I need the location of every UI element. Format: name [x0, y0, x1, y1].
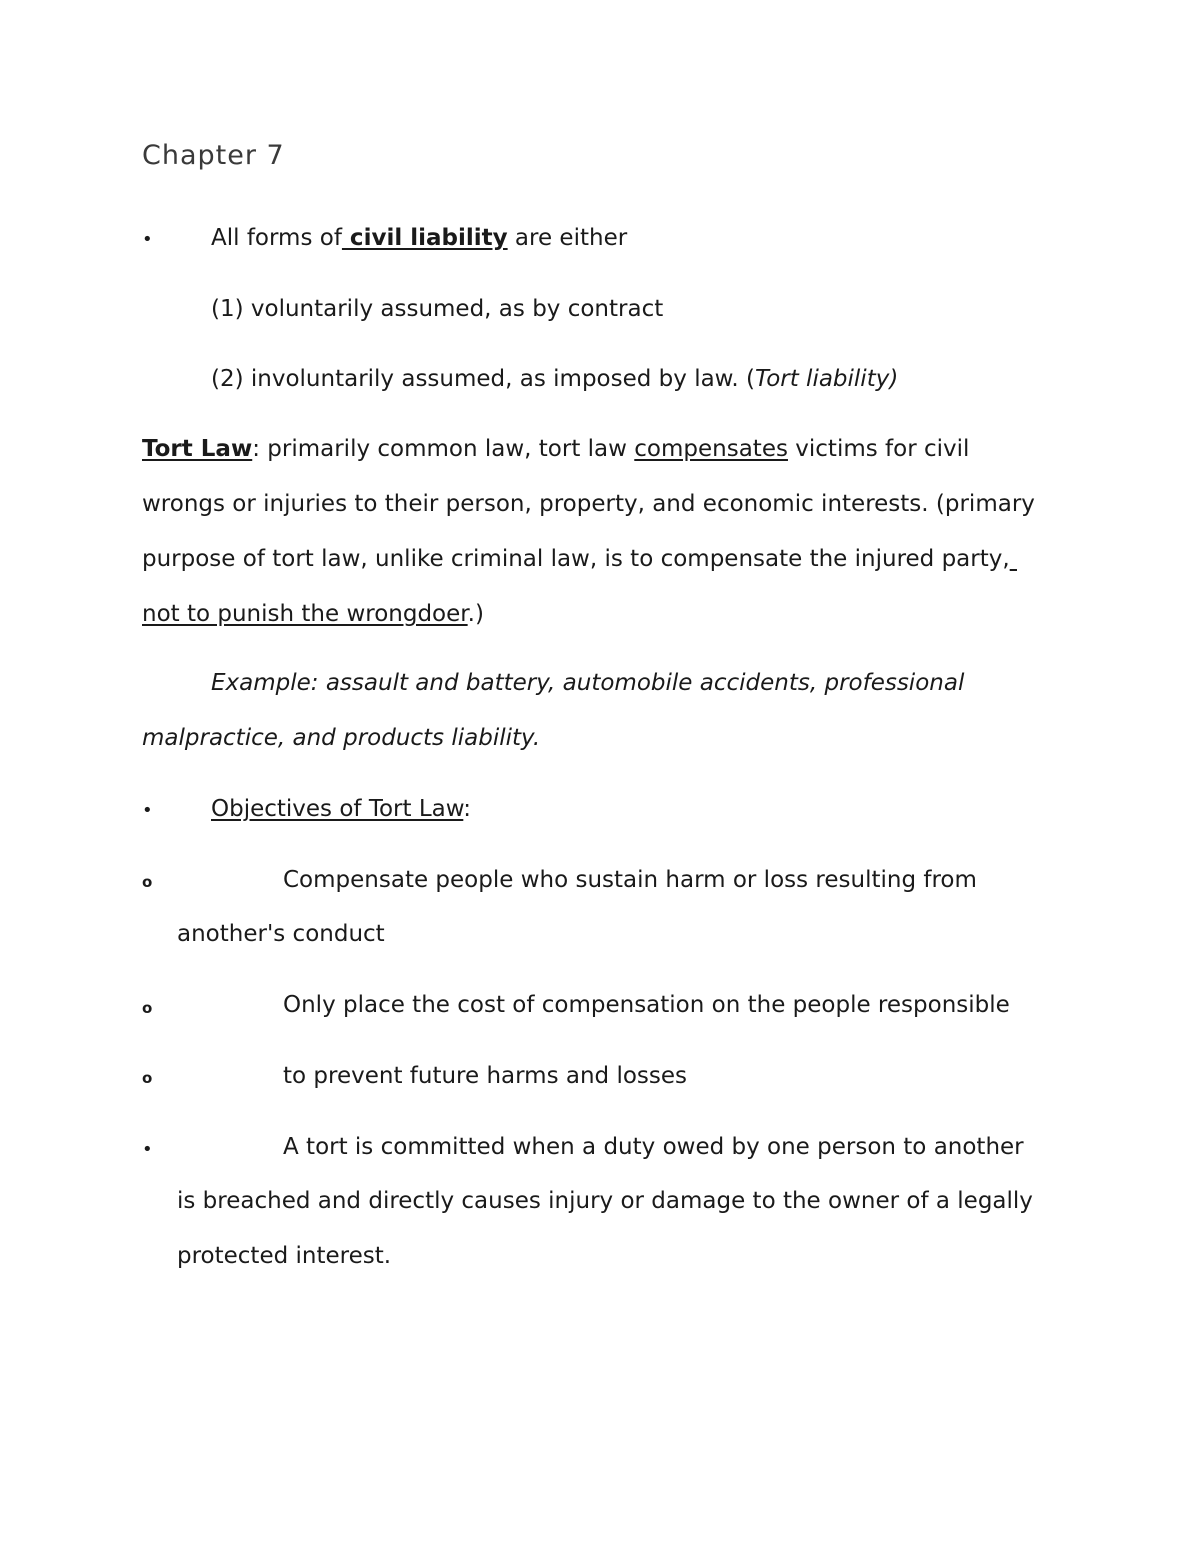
- civil-item-2-lead: (2) involuntarily assumed, as imposed by law. (: [211, 366, 755, 392]
- objectives-colon: :: [463, 796, 472, 822]
- bullet-disc: •: [142, 1139, 153, 1160]
- civil-lead: All forms of: [211, 225, 342, 251]
- objective-2-line-1: Only place the cost of compensation on the people responsible: [283, 992, 1010, 1018]
- tort-law-term: Tort Law: [142, 436, 253, 462]
- civil-liability-term: civil liability: [341, 225, 508, 251]
- example-line-2: malpractice, and products liability.: [142, 725, 541, 751]
- objective-3-line-1: to prevent future harms and losses: [283, 1063, 688, 1089]
- tort-law-line-4: [142, 600, 484, 628]
- objective-1-line-1: Compensate people who sustain harm or loss resulting from: [283, 867, 977, 893]
- bullet-circle: o: [142, 1069, 153, 1087]
- tort-law-line-3-a: purpose of tort law, unlike criminal law, is to compensate the injured party,: [142, 546, 1010, 572]
- tort-def-line-3: protected interest.: [177, 1243, 392, 1269]
- tort-law-line-1-a: : primarily common law, tort law: [252, 436, 635, 462]
- tort-def-line-1: A tort is committed when a duty owed by one person to another: [283, 1134, 1024, 1160]
- civil-item-2-italic: Tort liability): [754, 366, 899, 392]
- objective-1-line-2: another's conduct: [177, 921, 385, 947]
- not-to-punish-term: not to punish the wrongdoer: [142, 601, 468, 627]
- tort-law-line-1-b: victims for civil: [787, 436, 970, 462]
- bullet-circle: o: [142, 873, 153, 891]
- tort-def-line-2: is breached and directly causes injury or damage to the owner of a legally: [177, 1188, 1033, 1214]
- tort-law-line-2: wrongs or injuries to their person, property, and economic interests. (primary: [142, 491, 1035, 517]
- page-title: Chapter 7: [142, 140, 285, 171]
- tort-law-line-1: [142, 435, 969, 463]
- civil-item-2: [211, 365, 898, 393]
- tort-law-line-4-b: .): [467, 601, 484, 627]
- tort-law-line-3: [142, 545, 1017, 573]
- example-line-1: Example: assault and battery, automobile accidents, professional: [211, 670, 965, 696]
- bullet-disc: •: [142, 229, 153, 250]
- bullet-disc: •: [142, 800, 153, 821]
- tort-law-line-3-u: [1010, 546, 1017, 572]
- objectives-heading: [211, 795, 471, 823]
- bullet-circle: o: [142, 999, 153, 1017]
- civil-item-1: (1) voluntarily assumed, as by contract: [211, 296, 664, 322]
- compensates-term: compensates: [634, 436, 788, 462]
- civil-liability-line: [211, 224, 627, 252]
- civil-tail: are either: [507, 225, 628, 251]
- objectives-heading-text: Objectives of Tort Law: [211, 796, 464, 822]
